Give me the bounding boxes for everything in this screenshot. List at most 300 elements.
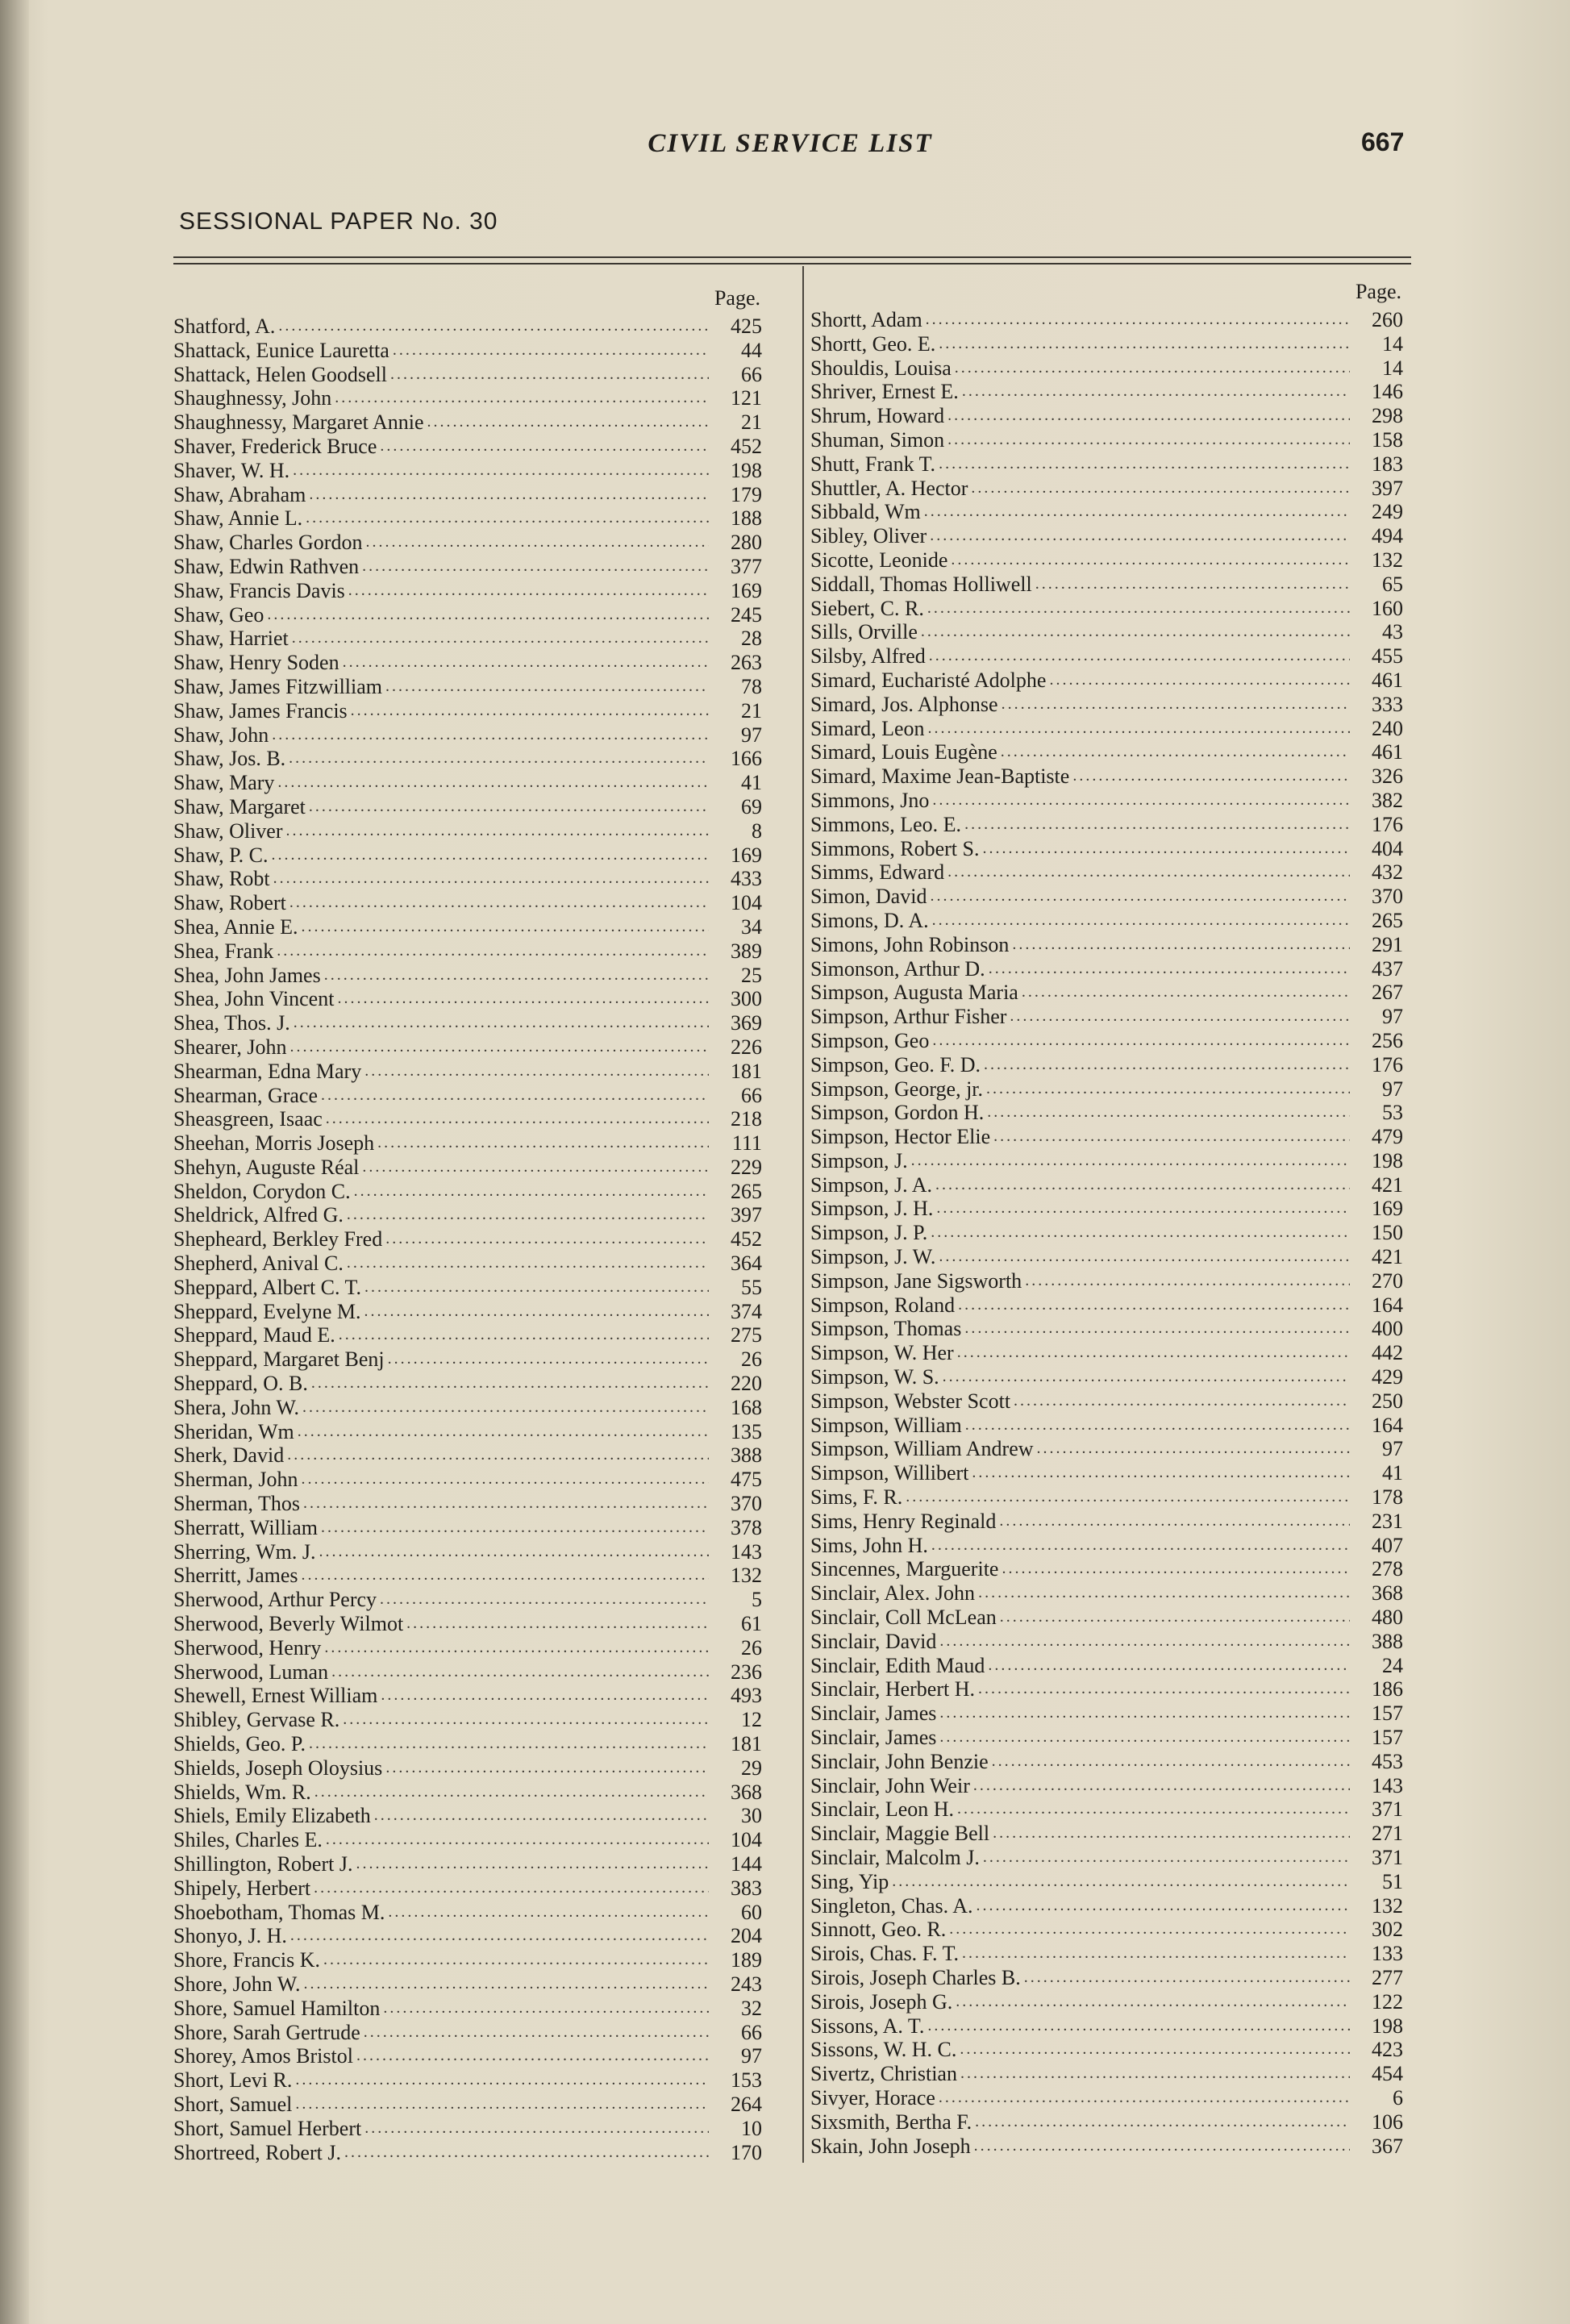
index-entry: [173, 964, 762, 988]
dot-leader: [381, 1684, 709, 1708]
entry-page: 43: [1382, 620, 1403, 644]
entry-page: 271: [1372, 1822, 1403, 1846]
left-column: [173, 286, 762, 2164]
entry-page: 132: [1372, 548, 1403, 572]
entry-page: 389: [731, 939, 762, 963]
entry-page: 275: [731, 1323, 762, 1347]
dot-leader: [347, 1203, 709, 1227]
index-entry: [810, 860, 1403, 885]
index-entry: [173, 2093, 762, 2117]
entry-page: 132: [731, 1564, 762, 1588]
dot-leader: [939, 332, 1350, 356]
entry-name: Sherritt, James: [173, 1564, 298, 1588]
dot-leader: [272, 843, 709, 868]
index-entry: [173, 1732, 762, 1756]
entry-name: Shore, John W.: [173, 1972, 301, 1996]
index-entry: [173, 987, 762, 1011]
entry-page: 78: [741, 674, 762, 698]
entry-page: 158: [1372, 427, 1403, 452]
entry-name: Shearer, John: [173, 1035, 287, 1059]
entry-name: Sims, Henry Reginald: [810, 1509, 997, 1533]
entry-page: 26: [741, 1635, 762, 1660]
index-entry: [810, 1726, 1403, 1750]
dot-leader: [290, 1924, 709, 1948]
entry-page: 374: [731, 1299, 762, 1323]
left-column-header: Page.: [714, 286, 760, 310]
dot-leader: [936, 1197, 1350, 1221]
index-entry: [173, 651, 762, 675]
index-entry: [173, 1011, 762, 1035]
entry-page: 66: [741, 362, 762, 386]
index-entry: [810, 1293, 1403, 1318]
index-entry: [173, 314, 762, 339]
dot-leader: [939, 1701, 1350, 1726]
entry-name: Shepheard, Berkley Fred: [173, 1227, 383, 1252]
entry-page: 455: [1372, 644, 1403, 668]
entry-name: Shore, Francis K.: [173, 1948, 320, 1972]
entry-name: Shattack, Helen Goodsell: [173, 362, 387, 386]
entry-name: Shields, Wm. R.: [173, 1780, 311, 1804]
index-entry: [173, 1396, 762, 1420]
index-entry: [810, 1870, 1403, 1894]
index-entry: [810, 1990, 1403, 2014]
dot-leader: [964, 1317, 1350, 1341]
dot-leader: [983, 1846, 1350, 1870]
entry-page: 423: [1372, 2038, 1403, 2062]
entry-page: 104: [731, 891, 762, 915]
index-entry: [810, 2134, 1403, 2159]
dot-leader: [393, 339, 709, 363]
entry-name: Simpson, W. S.: [810, 1365, 939, 1389]
dot-leader: [1022, 981, 1350, 1005]
index-entry: [173, 1035, 762, 1060]
dot-leader: [277, 771, 709, 795]
entry-name: Shuman, Simon: [810, 427, 945, 452]
entry-page: 157: [1372, 1701, 1403, 1726]
entry-name: Simpson, Jane Sigsworth: [810, 1268, 1022, 1293]
dot-leader: [326, 1107, 709, 1131]
entry-page: 135: [731, 1419, 762, 1443]
entry-page: 250: [1372, 1389, 1403, 1413]
index-entry: [810, 1245, 1403, 1269]
entry-name: Simpson, Hector Elie: [810, 1125, 991, 1149]
index-entry: [810, 548, 1403, 573]
entry-name: Shaw, Mary: [173, 771, 275, 795]
entry-name: Shorey, Amos Bristol: [173, 2044, 353, 2068]
dot-leader: [388, 1347, 709, 1372]
dot-leader: [289, 747, 709, 771]
index-entry: [173, 1060, 762, 1084]
index-entry: [173, 939, 762, 964]
index-entry: [173, 1684, 762, 1708]
dot-leader: [278, 314, 709, 339]
index-entry: [810, 1918, 1403, 1942]
entry-name: Simpson, Willibert: [810, 1461, 969, 1485]
entry-name: Shore, Sarah Gertrude: [173, 2020, 360, 2044]
dot-leader: [892, 1870, 1350, 1894]
dot-leader: [311, 1372, 709, 1396]
entry-name: Sinclair, Maggie Bell: [810, 1822, 990, 1846]
dot-leader: [351, 699, 709, 723]
entry-page: 260: [1372, 308, 1403, 331]
index-entry: [173, 1564, 762, 1588]
entry-name: Shaw, Edwin Rathven: [173, 554, 360, 578]
entry-name: Sheasgreen, Isaac: [173, 1107, 323, 1131]
entry-page: 461: [1372, 740, 1403, 764]
dot-leader: [385, 675, 709, 699]
index-entry: [173, 723, 762, 748]
entry-page: 493: [731, 1684, 762, 1708]
dot-leader: [348, 579, 709, 603]
entry-page: 6: [1393, 2085, 1403, 2110]
index-entry: [173, 1804, 762, 1828]
index-entry: [173, 579, 762, 603]
dot-leader: [975, 2110, 1350, 2134]
entry-page: 14: [1382, 356, 1403, 380]
entry-name: Shea, Annie E.: [173, 914, 298, 939]
dot-leader: [289, 1035, 709, 1060]
dot-leader: [939, 1726, 1350, 1750]
entry-page: 65: [1382, 572, 1403, 596]
entry-name: Simard, Maxime Jean-Baptiste: [810, 764, 1070, 789]
entry-name: Simpson, W. Her: [810, 1341, 954, 1365]
index-entry: [173, 1948, 762, 1972]
entry-page: 53: [1382, 1101, 1403, 1125]
dot-leader: [295, 2093, 709, 2117]
dot-leader: [343, 1708, 709, 1732]
dot-leader: [1049, 668, 1350, 693]
dot-leader: [309, 795, 709, 819]
entry-name: Shea, John Vincent: [173, 987, 335, 1011]
dot-leader: [293, 459, 709, 483]
dot-leader: [924, 500, 1350, 524]
entry-page: 302: [1372, 1918, 1403, 1942]
index-entry: [810, 308, 1403, 332]
entry-page: 21: [741, 698, 762, 723]
entry-page: 326: [1372, 764, 1403, 789]
entry-page: 265: [1372, 908, 1403, 932]
index-entry: [173, 747, 762, 771]
index-entry: [173, 699, 762, 723]
dot-leader: [294, 1011, 709, 1035]
dot-leader: [380, 1588, 709, 1612]
dot-leader: [939, 1630, 1350, 1654]
entry-name: Shields, Joseph Oloysius: [173, 1755, 383, 1780]
entry-page: 333: [1372, 692, 1403, 716]
dot-leader: [303, 1492, 709, 1516]
entry-name: Sherring, Wm. J.: [173, 1539, 316, 1564]
entry-name: Shaw, James Fitzwilliam: [173, 674, 383, 698]
index-entry: [173, 1901, 762, 1925]
entry-page: 298: [1372, 404, 1403, 428]
dot-leader: [931, 1534, 1350, 1558]
entry-page: 370: [731, 1492, 762, 1516]
entry-name: Simon, David: [810, 885, 927, 909]
entry-page: 452: [731, 434, 762, 458]
index-entry: [810, 524, 1403, 548]
index-entry: [810, 2014, 1403, 2039]
dot-leader: [932, 909, 1350, 933]
index-entry: [810, 428, 1403, 452]
index-entry: [810, 1750, 1403, 1774]
index-entry: [173, 1852, 762, 1876]
entry-page: 97: [1382, 1005, 1403, 1029]
dot-leader: [287, 1443, 709, 1468]
entry-page: 26: [741, 1347, 762, 1372]
entry-name: Silsby, Alfred: [810, 644, 926, 668]
entry-page: 421: [1372, 1172, 1403, 1197]
entry-page: 104: [731, 1828, 762, 1852]
index-entry: [173, 1972, 762, 1997]
dot-leader: [992, 1750, 1350, 1774]
entry-page: 369: [731, 1011, 762, 1035]
entry-page: 111: [731, 1131, 762, 1156]
entry-page: 189: [731, 1948, 762, 1972]
entry-page: 454: [1372, 2062, 1403, 2086]
dot-leader: [286, 819, 709, 843]
entry-page: 32: [741, 1996, 762, 2020]
entry-page: 169: [731, 843, 762, 867]
entry-name: Short, Levi R.: [173, 2068, 293, 2093]
entry-name: Sherk, David: [173, 1443, 285, 1468]
entry-name: Shonyo, J. H.: [173, 1924, 287, 1948]
dot-leader: [911, 1149, 1350, 1173]
dot-leader: [380, 435, 709, 459]
dot-leader: [385, 1756, 709, 1780]
dot-leader: [314, 1780, 709, 1805]
dot-leader: [978, 1677, 1350, 1701]
entry-name: Shea, John James: [173, 963, 321, 987]
entry-name: Shaw, Abraham: [173, 482, 306, 506]
entry-page: 51: [1382, 1869, 1403, 1893]
index-entry: [810, 1029, 1403, 1053]
index-entry: [810, 1581, 1403, 1606]
dot-leader: [323, 1948, 709, 1972]
dot-leader: [385, 1227, 709, 1252]
dot-leader: [298, 1420, 709, 1444]
entry-name: Simpson, J. P.: [810, 1221, 928, 1245]
index-entry: [810, 597, 1403, 621]
index-entry: [810, 1846, 1403, 1870]
entry-name: Shatford, A.: [173, 314, 276, 338]
dot-leader: [971, 477, 1350, 501]
index-entry: [810, 452, 1403, 477]
dot-leader: [993, 1125, 1350, 1149]
running-title: CIVIL SERVICE LIST: [648, 129, 933, 158]
entry-name: Sinclair, Herbert H.: [810, 1677, 976, 1701]
entry-name: Shriver, Ernest E.: [810, 380, 959, 404]
index-entry: [810, 1437, 1403, 1461]
entry-name: Shortreed, Robert J.: [173, 2140, 341, 2164]
index-entry: [810, 885, 1403, 909]
entry-name: Shaw, Oliver: [173, 818, 283, 843]
entry-name: Sirois, Joseph Charles B.: [810, 1965, 1021, 1989]
entry-page: 164: [1372, 1293, 1403, 1317]
index-entry: [173, 1924, 762, 1948]
index-entry: [810, 2086, 1403, 2110]
entry-name: Simpson, Augusta Maria: [810, 981, 1018, 1005]
entry-name: Shillington, Robert J.: [173, 1852, 353, 1876]
entry-name: Shouldis, Louisa: [810, 356, 952, 380]
index-entry: [810, 1510, 1403, 1534]
index-entry: [810, 1485, 1403, 1510]
dot-leader: [1025, 1269, 1350, 1293]
index-entry: [173, 386, 762, 410]
entry-page: 60: [741, 1900, 762, 1924]
entry-name: Sinclair, John Weir: [810, 1773, 970, 1797]
entry-page: 121: [731, 386, 762, 410]
entry-name: Simpson, Geo: [810, 1028, 930, 1052]
entry-page: 397: [731, 1203, 762, 1227]
entry-name: Simons, D. A.: [810, 908, 929, 932]
dot-leader: [926, 308, 1350, 332]
dot-leader: [292, 627, 709, 651]
index-entry: [810, 1365, 1403, 1389]
entry-name: Shortt, Geo. E.: [810, 331, 936, 356]
entry-name: Shea, Thos. J.: [173, 1011, 290, 1035]
entry-page: 245: [731, 602, 762, 627]
entry-name: Shaver, Frederick Bruce: [173, 434, 377, 458]
entry-name: Simpson, William Andrew: [810, 1437, 1034, 1461]
index-entry: [810, 644, 1403, 668]
dot-leader: [362, 555, 709, 579]
entry-name: Shaughnessy, John: [173, 386, 332, 410]
index-entry: [173, 2044, 762, 2068]
entry-page: 8: [752, 818, 762, 843]
dot-leader: [978, 1581, 1350, 1606]
index-entry: [173, 1107, 762, 1131]
entry-name: Simpson, J. A.: [810, 1172, 932, 1197]
index-entry: [173, 1372, 762, 1396]
index-entry: [173, 891, 762, 915]
dot-leader: [1012, 933, 1350, 957]
entry-name: Sinclair, James: [810, 1726, 937, 1750]
entry-name: Sivertz, Christian: [810, 2062, 957, 2086]
index-entry: [810, 1774, 1403, 1798]
entry-name: Short, Samuel Herbert: [173, 2116, 362, 2140]
index-entry: [810, 668, 1403, 693]
page-number: 667: [1361, 127, 1405, 156]
entry-page: 388: [1372, 1629, 1403, 1653]
right-index-list: [810, 308, 1403, 2158]
entry-name: Simard, Louis Eugène: [810, 740, 997, 764]
entry-name: Sherman, John: [173, 1468, 298, 1492]
dot-leader: [929, 644, 1350, 668]
dot-leader: [272, 723, 709, 748]
entry-page: 198: [1372, 1148, 1403, 1172]
entry-name: Shiels, Emily Elizabeth: [173, 1804, 371, 1828]
dot-leader: [986, 1077, 1350, 1102]
dot-leader: [364, 2117, 709, 2141]
entry-name: Simard, Eucharisté Adolphe: [810, 668, 1047, 692]
entry-page: 28: [741, 627, 762, 651]
index-entry: [810, 1053, 1403, 1077]
index-entry: [810, 620, 1403, 644]
entry-name: Shore, Samuel Hamilton: [173, 1996, 381, 2020]
dot-leader: [319, 1540, 709, 1564]
entry-name: Singleton, Chas. A.: [810, 1893, 973, 1918]
entry-page: 25: [741, 963, 762, 987]
entry-name: Shaw, Robt: [173, 867, 270, 891]
index-entry: [810, 764, 1403, 789]
index-entry: [173, 819, 762, 843]
entry-name: Sinclair, David: [810, 1629, 937, 1653]
entry-name: Shields, Geo. P.: [173, 1732, 306, 1756]
entry-page: 181: [731, 1059, 762, 1083]
index-entry: [810, 1317, 1403, 1341]
entry-name: Sinclair, James: [810, 1701, 937, 1726]
entry-page: 267: [1372, 981, 1403, 1005]
index-entry: [173, 339, 762, 363]
entry-name: Shaw, Charles Gordon: [173, 531, 363, 555]
entry-name: Sibbald, Wm: [810, 500, 921, 524]
entry-page: 433: [731, 867, 762, 891]
index-entry: [810, 2062, 1403, 2086]
entry-page: 277: [1372, 1965, 1403, 1989]
index-entry: [173, 1468, 762, 1492]
entry-name: Shaw, P. C.: [173, 843, 269, 867]
entry-page: 278: [1372, 1557, 1403, 1581]
dot-leader: [984, 1053, 1350, 1077]
index-entry: [173, 1516, 762, 1540]
entry-name: Sissons, A. T.: [810, 2014, 925, 2038]
entry-page: 368: [1372, 1581, 1403, 1606]
dot-leader: [365, 531, 709, 555]
entry-page: 220: [731, 1372, 762, 1396]
entry-name: Shera, John W.: [173, 1395, 299, 1419]
index-entry: [810, 1630, 1403, 1654]
entry-page: 421: [1372, 1245, 1403, 1269]
entry-name: Shehyn, Auguste Réal: [173, 1155, 360, 1179]
entry-page: 69: [741, 794, 762, 818]
entry-name: Shaw, Robert: [173, 891, 286, 915]
dot-leader: [957, 1797, 1350, 1822]
entry-name: Sheppard, Evelyne M.: [173, 1299, 361, 1323]
index-entry: [173, 1588, 762, 1612]
entry-name: Shearman, Grace: [173, 1083, 319, 1107]
dot-leader: [972, 1461, 1350, 1485]
dot-leader: [960, 2038, 1350, 2062]
entry-page: 5: [752, 1588, 762, 1612]
dot-leader: [958, 1293, 1350, 1318]
entry-page: 475: [731, 1468, 762, 1492]
dot-leader: [935, 1173, 1350, 1197]
entry-name: Shaw, Henry Soden: [173, 651, 339, 675]
dot-leader: [956, 1990, 1350, 2014]
dot-leader: [1002, 693, 1350, 717]
entry-name: Sicotte, Leonide: [810, 548, 948, 572]
entry-page: 146: [1372, 380, 1403, 404]
entry-page: 218: [731, 1107, 762, 1131]
index-entry: [173, 1443, 762, 1468]
dot-leader: [974, 2134, 1350, 2159]
index-entry: [810, 404, 1403, 428]
index-entry: [810, 1149, 1403, 1173]
sessional-paper-label: SESSIONAL PAPER No. 30: [179, 208, 498, 235]
entry-name: Simpson, Gordon H.: [810, 1101, 985, 1125]
dot-leader: [939, 2086, 1350, 2110]
entry-name: Sims, F. R.: [810, 1485, 903, 1510]
dot-leader: [309, 1732, 709, 1756]
entry-page: 461: [1372, 668, 1403, 692]
right-column: [810, 280, 1403, 2158]
entry-page: 377: [731, 554, 762, 578]
index-entry: [173, 1780, 762, 1805]
dot-leader: [965, 1414, 1350, 1438]
entry-name: Shaw, Geo: [173, 602, 264, 627]
entry-page: 494: [1372, 524, 1403, 548]
entry-page: 256: [1372, 1028, 1403, 1052]
